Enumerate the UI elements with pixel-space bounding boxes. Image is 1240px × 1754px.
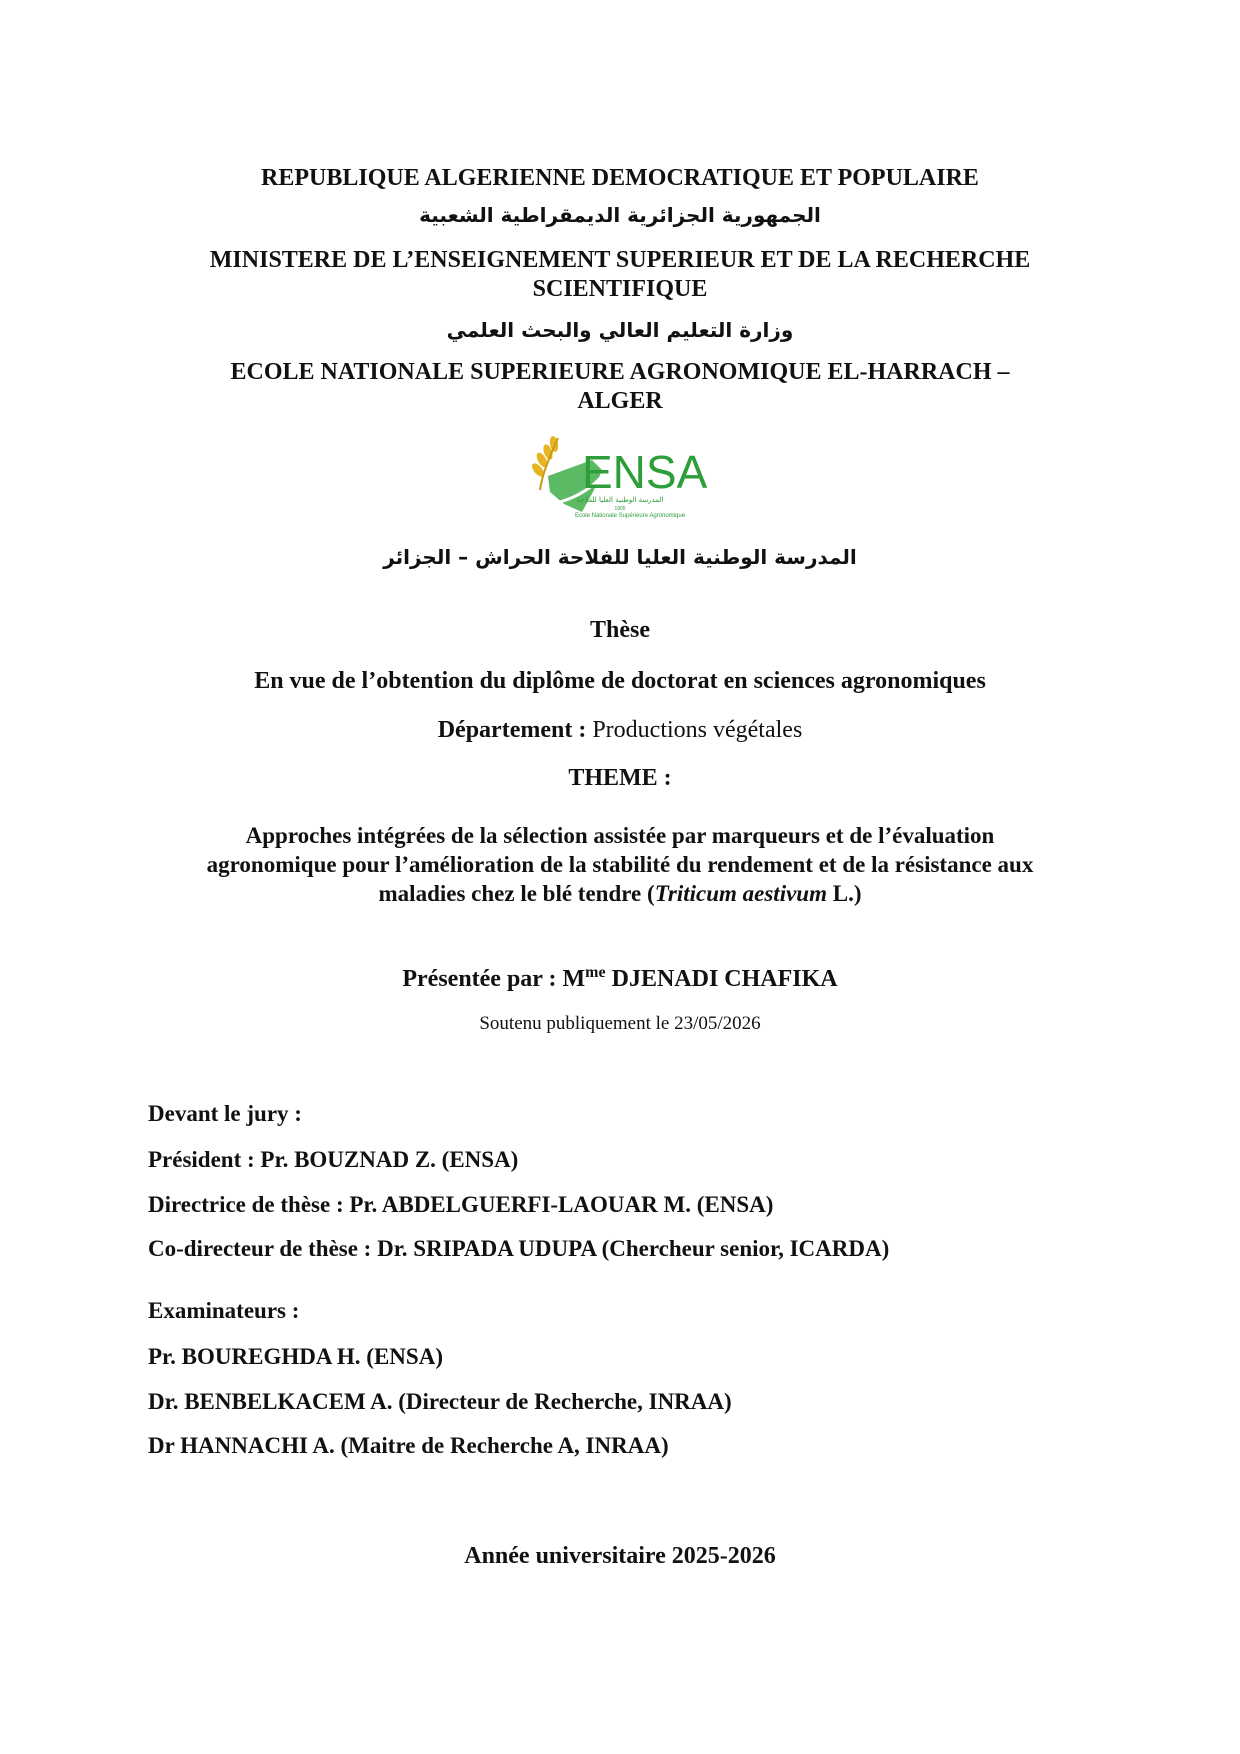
defense-date: Soutenu publiquement le 23/05/2026 — [479, 1013, 761, 1034]
logo-arabic-small: المدرسة الوطنية العليا للفلاحة — [576, 496, 664, 504]
presenter-line — [150, 965, 1090, 994]
species-name: Triticum aestivum — [654, 881, 827, 906]
department-value: Productions végétales — [592, 717, 803, 743]
department-line — [150, 716, 1090, 745]
thesis-purpose: En vue de l’obtention du diplôme de doctorat en sciences agronomiques — [254, 668, 986, 694]
jury-president: Président : Pr. BOUZNAD Z. (ENSA) — [148, 1147, 519, 1172]
examiner-item: Dr HANNACHI A. (Maitre de Recherche A, INRAA) — [148, 1433, 669, 1458]
examiner-item: Pr. BOUREGHDA H. (ENSA) — [148, 1344, 443, 1369]
presenter-title-sup: me — [585, 964, 606, 981]
presenter-name: DJENADI CHAFIKA — [611, 966, 838, 992]
republic-ar: الجمهورية الجزائرية الديمقراطية الشعبية — [419, 203, 821, 227]
ensa-logo — [520, 430, 720, 526]
logo-subtitle: Ecole Nationale Supérieure Agronomique — [574, 513, 686, 519]
academic-year: Année universitaire 2025-2026 — [464, 1543, 776, 1569]
republic-fr: REPUBLIQUE ALGERIENNE DEMOCRATIQUE ET POPULAIRE — [261, 165, 979, 191]
school-fr-line2: ALGER — [577, 388, 663, 414]
ministry-fr-line2: SCIENTIFIQUE — [532, 276, 708, 302]
title-line-1: Approches intégrées de la sélection assistée par marqueurs et de l’évaluation — [245, 823, 995, 848]
ministry-ar: وزارة التعليم العالي والبحث العلمي — [446, 318, 794, 342]
title-line-3-end: L.) — [826, 881, 862, 906]
jury-heading: Devant le jury : — [148, 1101, 302, 1126]
theme-label: THEME : — [568, 765, 672, 791]
jury-codirector: Co-directeur de thèse : Dr. SRIPADA UDUPA (Chercheur senior, ICARDA) — [148, 1236, 890, 1261]
title-line-2: agronomique pour l’amélioration de la stabilité du rendement et de la résistance aux — [206, 852, 1034, 877]
ministry-fr-line1: MINISTERE DE L’ENSEIGNEMENT SUPERIEUR ET DE LA RECHERCHE — [209, 247, 1031, 273]
school-fr-line1: ECOLE NATIONALE SUPERIEURE AGRONOMIQUE EL-HARRACH – — [230, 359, 1010, 385]
presenter-label: Présentée par : M — [402, 966, 586, 992]
title-line-3-start: maladies chez le blé tendre ( — [378, 881, 655, 906]
school-ar: المدرسة الوطنية العليا للفلاحة الحراش – الجزائر — [383, 545, 857, 569]
department-label: Département : — [437, 717, 587, 743]
jury-director: Directrice de thèse : Pr. ABDELGUERFI-LAOUAR M. (ENSA) — [148, 1192, 774, 1217]
thesis-type: Thèse — [590, 617, 650, 643]
examiners-heading: Examinateurs : — [148, 1298, 300, 1323]
logo-year: 1905 — [614, 506, 626, 512]
title-line-3 — [150, 880, 1090, 908]
examiner-item: Dr. BENBELKACEM A. (Directeur de Recherche, INRAA) — [148, 1389, 732, 1414]
logo-text: ENSA — [582, 446, 708, 498]
